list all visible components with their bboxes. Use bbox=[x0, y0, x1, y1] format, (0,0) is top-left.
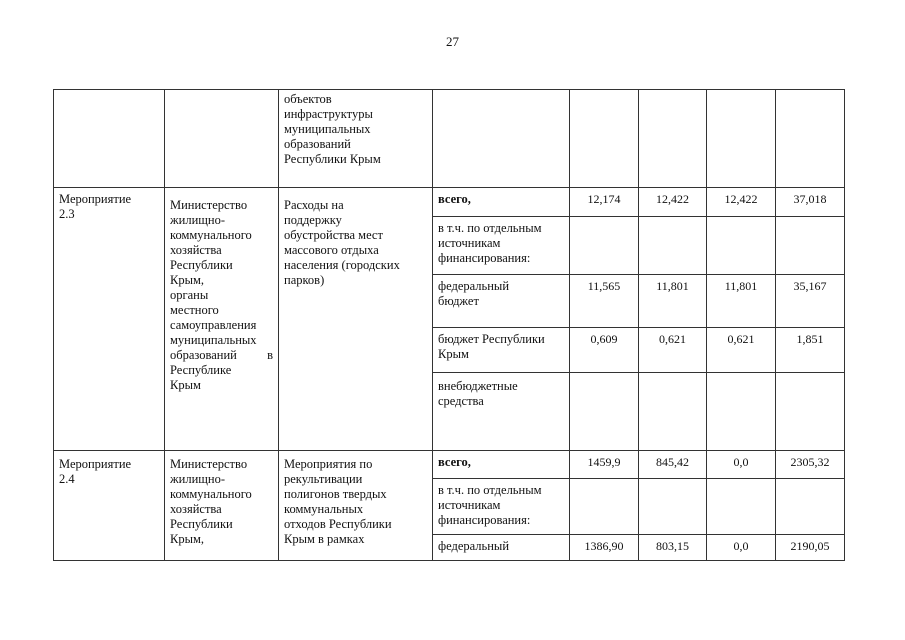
table-row bbox=[54, 451, 845, 479]
executor-tail: Республике Крым bbox=[170, 363, 232, 392]
value-cell: 0,621 bbox=[707, 328, 776, 373]
value-cell: 12,422 bbox=[639, 188, 707, 217]
source-cell: федеральный бюджет bbox=[433, 275, 570, 328]
value-cell-empty bbox=[639, 90, 707, 188]
page-number: 27 bbox=[446, 34, 459, 49]
source-cell: бюджет Республики Крым bbox=[433, 328, 570, 373]
table-row bbox=[54, 188, 845, 217]
source-cell: в т.ч. по отдельным источникам финансирования: bbox=[433, 479, 570, 535]
value-cell: 1386,90 bbox=[570, 535, 639, 561]
value-cell: 1459,9 bbox=[570, 451, 639, 479]
value-cell: 37,018 bbox=[776, 188, 845, 217]
value-cell: 1,851 bbox=[776, 328, 845, 373]
value-cell bbox=[776, 217, 845, 275]
value-cell-empty bbox=[776, 90, 845, 188]
value-cell bbox=[707, 373, 776, 451]
value-cell: 0,609 bbox=[570, 328, 639, 373]
value-cell-empty bbox=[707, 90, 776, 188]
value-cell: 2305,32 bbox=[776, 451, 845, 479]
table-row-continuation bbox=[54, 90, 845, 188]
source-cell: всего, bbox=[433, 188, 570, 217]
program-table bbox=[53, 89, 845, 561]
event-cell: Мероприятие 2.4 bbox=[54, 451, 165, 561]
value-cell bbox=[639, 217, 707, 275]
executor-word: в bbox=[267, 348, 273, 362]
value-cell bbox=[776, 373, 845, 451]
executor-line bbox=[170, 348, 273, 363]
executor-cell-empty bbox=[165, 90, 279, 188]
source-cell: в т.ч. по отдельным источникам финансирования: bbox=[433, 217, 570, 275]
source-cell: внебюджетные средства bbox=[433, 373, 570, 451]
source-cell: всего, bbox=[433, 451, 570, 479]
value-cell-empty bbox=[570, 90, 639, 188]
value-cell bbox=[639, 479, 707, 535]
value-cell bbox=[776, 479, 845, 535]
value-cell: 0,0 bbox=[707, 535, 776, 561]
description-cell: Расходы на поддержку обустройства мест массового отдыха населения (городских парков) bbox=[279, 188, 433, 451]
value-cell bbox=[570, 373, 639, 451]
value-cell: 11,801 bbox=[707, 275, 776, 328]
value-cell: 12,174 bbox=[570, 188, 639, 217]
value-cell bbox=[707, 479, 776, 535]
value-cell: 803,15 bbox=[639, 535, 707, 561]
event-cell: Мероприятие 2.3 bbox=[54, 188, 165, 451]
executor-text: Министерство жилищно- коммунального хозяйства Республики Крым, органы местного самоуправления муниципальных bbox=[170, 198, 257, 347]
executor-cell bbox=[165, 188, 279, 451]
executor-word: образований bbox=[170, 348, 237, 362]
value-cell: 845,42 bbox=[639, 451, 707, 479]
source-cell: федеральный bbox=[433, 535, 570, 561]
value-cell: 11,565 bbox=[570, 275, 639, 328]
value-cell bbox=[570, 479, 639, 535]
value-cell: 0,0 bbox=[707, 451, 776, 479]
source-cell-empty bbox=[433, 90, 570, 188]
description-cell: Мероприятия по рекультивации полигонов твердых коммунальных отходов Республики Крым в рамках bbox=[279, 451, 433, 561]
description-cell: объектов инфраструктуры муниципальных образований Республики Крым bbox=[279, 90, 433, 188]
value-cell: 35,167 bbox=[776, 275, 845, 328]
executor-cell: Министерство жилищно- коммунального хозяйства Республики Крым, bbox=[165, 451, 279, 561]
value-cell: 11,801 bbox=[639, 275, 707, 328]
value-cell bbox=[570, 217, 639, 275]
value-cell: 12,422 bbox=[707, 188, 776, 217]
value-cell: 0,621 bbox=[639, 328, 707, 373]
event-cell-empty bbox=[54, 90, 165, 188]
value-cell: 2190,05 bbox=[776, 535, 845, 561]
value-cell bbox=[639, 373, 707, 451]
value-cell bbox=[707, 217, 776, 275]
